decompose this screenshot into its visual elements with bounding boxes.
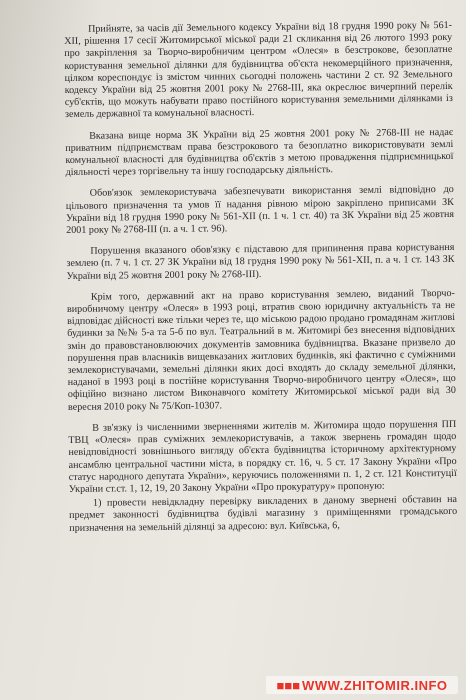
watermark-text: WWW.ZHITOMIR.INFO xyxy=(302,677,448,693)
paragraph-6: В зв'язку із численними зверненнями жителів м. Житомира щодо порушення ПП ТВЦ «Олеся» прав суміжних землекористувачів, а також звернень громадян щодо невідповідності зовнішнього вигляду об'єкта будівництва історичному архітектурному ансамблю центральної частини міста, в порядку ст. 16, ч. 5 ст. 17 Закону України «Про статус народного депутата України», керуючись положеннями п. 1, 2 ст. 121 Конституції України ст.ст. 1, 12, 19, 20 Закону України «Про прокуратуру» пропоную: xyxy=(68,418,457,495)
paragraph-5: Крім того, державний акт на право користування землею, виданий Творчо-виробничому центру «Олеся» в 1993 році, втратив свою юридичну актуальність та не відповідає дійсності вже тільки через те, що міською радою продано громадянам житлові будинки за №№ 5-а та 5-б по вул. Театральний в м. Житомирі без внесення відповідних змін до правовстановлюючих документів замовника будівництва. Вказане призвело до порушення прав власників вищевказаних житлових будинків, які фактично є суміжними землекористувачами, земельні ділянки яких досі входять до складу земельної ділянки, наданої в 1993 році в постійне користування Творчо-виробничого центру «Олеся», що офіційно визнано листом Виконавчого комітету Житомирської міської ради від 30 вересня 2010 року № 75/Коп-10307. xyxy=(66,287,456,413)
paragraph-3: Обов'язок землекористувача забезпечувати використання землі відповідно до цільового призначення та умов її надання рівною мірою закріплено приписами ЗК України від 18 грудня 1990 року № 561-XII (п. 1 ч. 1 ст. 40) та ЗК України від 25 жовтня 2001 року № 2768-III (п. а ч. 1 ст. 96). xyxy=(65,184,455,237)
paragraph-4: Порушення вказаного обов'язку є підставою для припинення права користування землею (п. 7 ч. 1 ст. 27 ЗК України від 18 грудня 1990 року № 561-XII, п. а ч. 1 ст. 143 ЗК України від 25 жовтня 2001 року № 2768-III). xyxy=(66,242,455,282)
paragraph-1: Прийняте, за часів дії Земельного кодексу України від 18 грудня 1990 року № 561-XII, рішення 17 сесії Житомирської міської ради 21 скликання від 26 лютого 1993 року про закріплення за Творчо-виробничим центром «Олеся» в безстрокове, безоплатне користування земельної ділянки для будівництва об'єкта некомерційного призначення, цілком кореспондує із змістом чинних сьогодні положень частини 2 ст. 92 Земельного кодексу України від 25 жовтня 2001 року № 2768-III, яка окреслює вичерпний перелік суб'єктів, що можуть набувати право постійного користування земельними ділянками із земель державної та комунальної власності. xyxy=(64,19,453,121)
paragraph-2: Вказана вище норма ЗК України від 25 жовтня 2001 року № 2768-III не надає приватним підприємствам права безстрокового та безоплатно використовувати землі комунальної власності для будівництва об'єктів з метою провадження підприємницької діяльності через торгівельну та іншу господарську діяльність. xyxy=(65,126,454,179)
watermark-logo-icon: ■■■ xyxy=(276,677,301,693)
document-body xyxy=(64,20,457,544)
paragraph-7: 1) провести невідкладну перевірку викладених в даному звернені обставин на предмет законності будівництва будівлі магазину з приміщеннями громадського призначення на земельній ділянці за адресою: вул. Київська, 6, xyxy=(69,494,458,534)
site-watermark xyxy=(266,676,458,694)
